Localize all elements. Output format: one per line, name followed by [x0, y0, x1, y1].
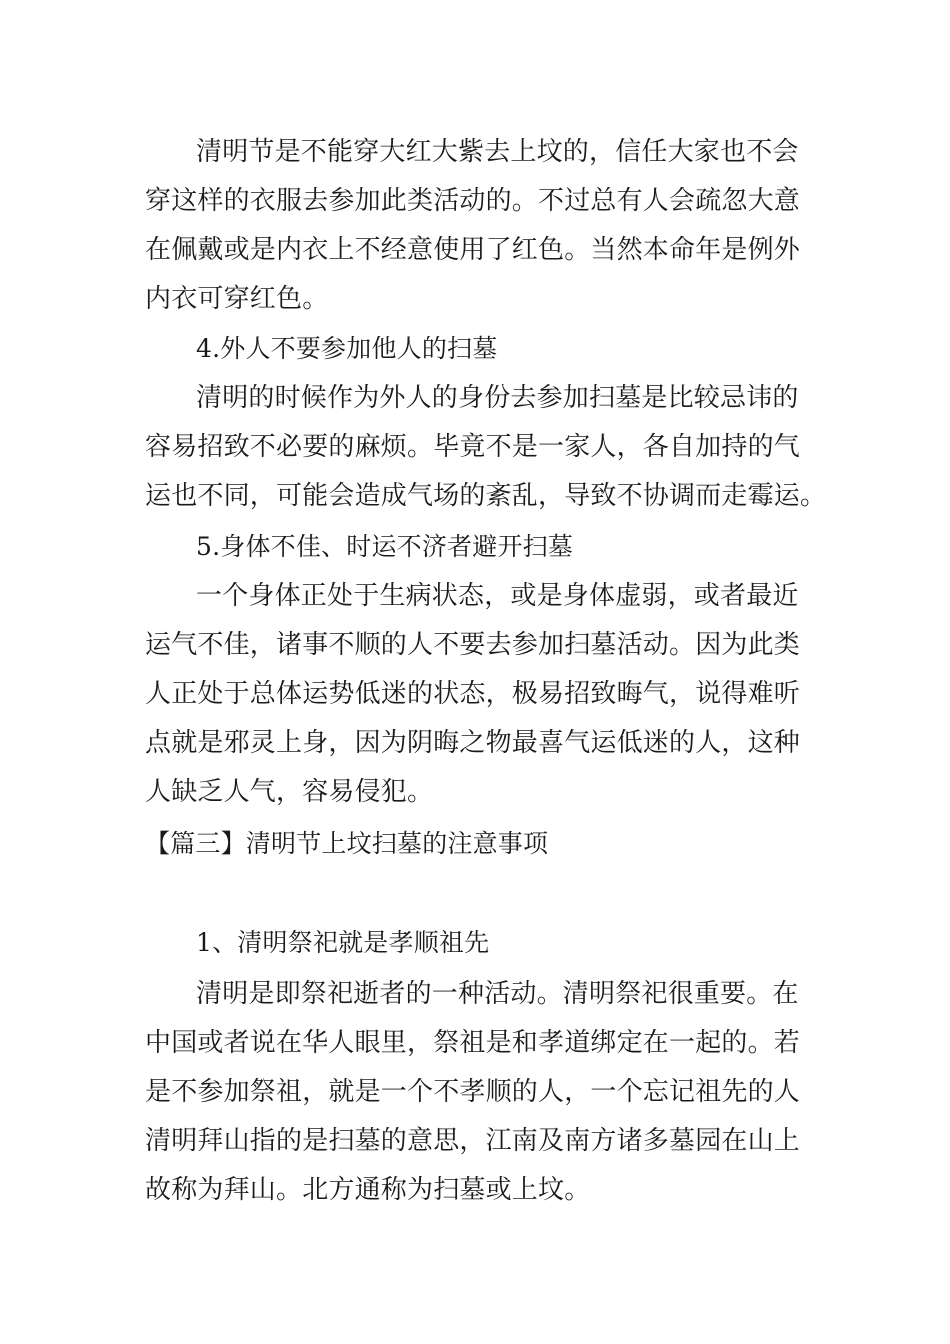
- item-heading: 1、清明祭祀就是孝顺祖先: [196, 928, 490, 957]
- paragraph-line: 是不参加祭祖，就是一个不孝顺的人，一个忘记祖先的人: [145, 1077, 801, 1107]
- paragraph-line: 在佩戴或是内衣上不经意使用了红色。当然本命年是例外: [145, 235, 801, 265]
- item-heading: 4.外人不要参加他人的扫墓: [196, 334, 498, 363]
- paragraph-line: 运气不佳，诸事不顺的人不要去参加扫墓活动。因为此类: [145, 630, 801, 660]
- paragraph-line: 内衣可穿红色。: [145, 284, 329, 314]
- paragraph-line: 清明是即祭祀逝者的一种活动。清明祭祀很重要。在: [196, 979, 799, 1009]
- paragraph-line: 中国或者说在华人眼里，祭祖是和孝道绑定在一起的。若: [145, 1028, 801, 1058]
- paragraph-line: 人正处于总体运势低迷的状态，极易招致晦气，说得难听: [145, 679, 801, 709]
- paragraph-line: 清明节是不能穿大红大紫去上坟的，信任大家也不会: [196, 137, 799, 167]
- paragraph-line: 故称为拜山。北方通称为扫墓或上坟。: [145, 1175, 591, 1205]
- paragraph-line: 容易招致不必要的麻烦。毕竟不是一家人，各自加持的气: [145, 432, 801, 462]
- paragraph-line: 点就是邪灵上身，因为阴晦之物最喜气运低迷的人，这种: [145, 728, 801, 758]
- paragraph-line: 穿这样的衣服去参加此类活动的。不过总有人会疏忽大意: [145, 186, 801, 216]
- paragraph-line: 清明拜山指的是扫墓的意思，江南及南方诸多墓园在山上: [145, 1126, 801, 1156]
- paragraph-line: 运也不同，可能会造成气场的紊乱，导致不协调而走霉运。: [145, 481, 827, 511]
- paragraph-line: 一个身体正处于生病状态，或是身体虚弱，或者最近: [196, 581, 799, 611]
- paragraph-line: 清明的时候作为外人的身份去参加扫墓是比较忌讳的: [196, 383, 799, 413]
- paragraph-line: 人缺乏人气，容易侵犯。: [145, 777, 434, 807]
- item-heading: 5.身体不佳、时运不济者避开扫墓: [196, 532, 574, 561]
- section-title: 【篇三】清明节上坟扫墓的注意事项: [145, 829, 549, 858]
